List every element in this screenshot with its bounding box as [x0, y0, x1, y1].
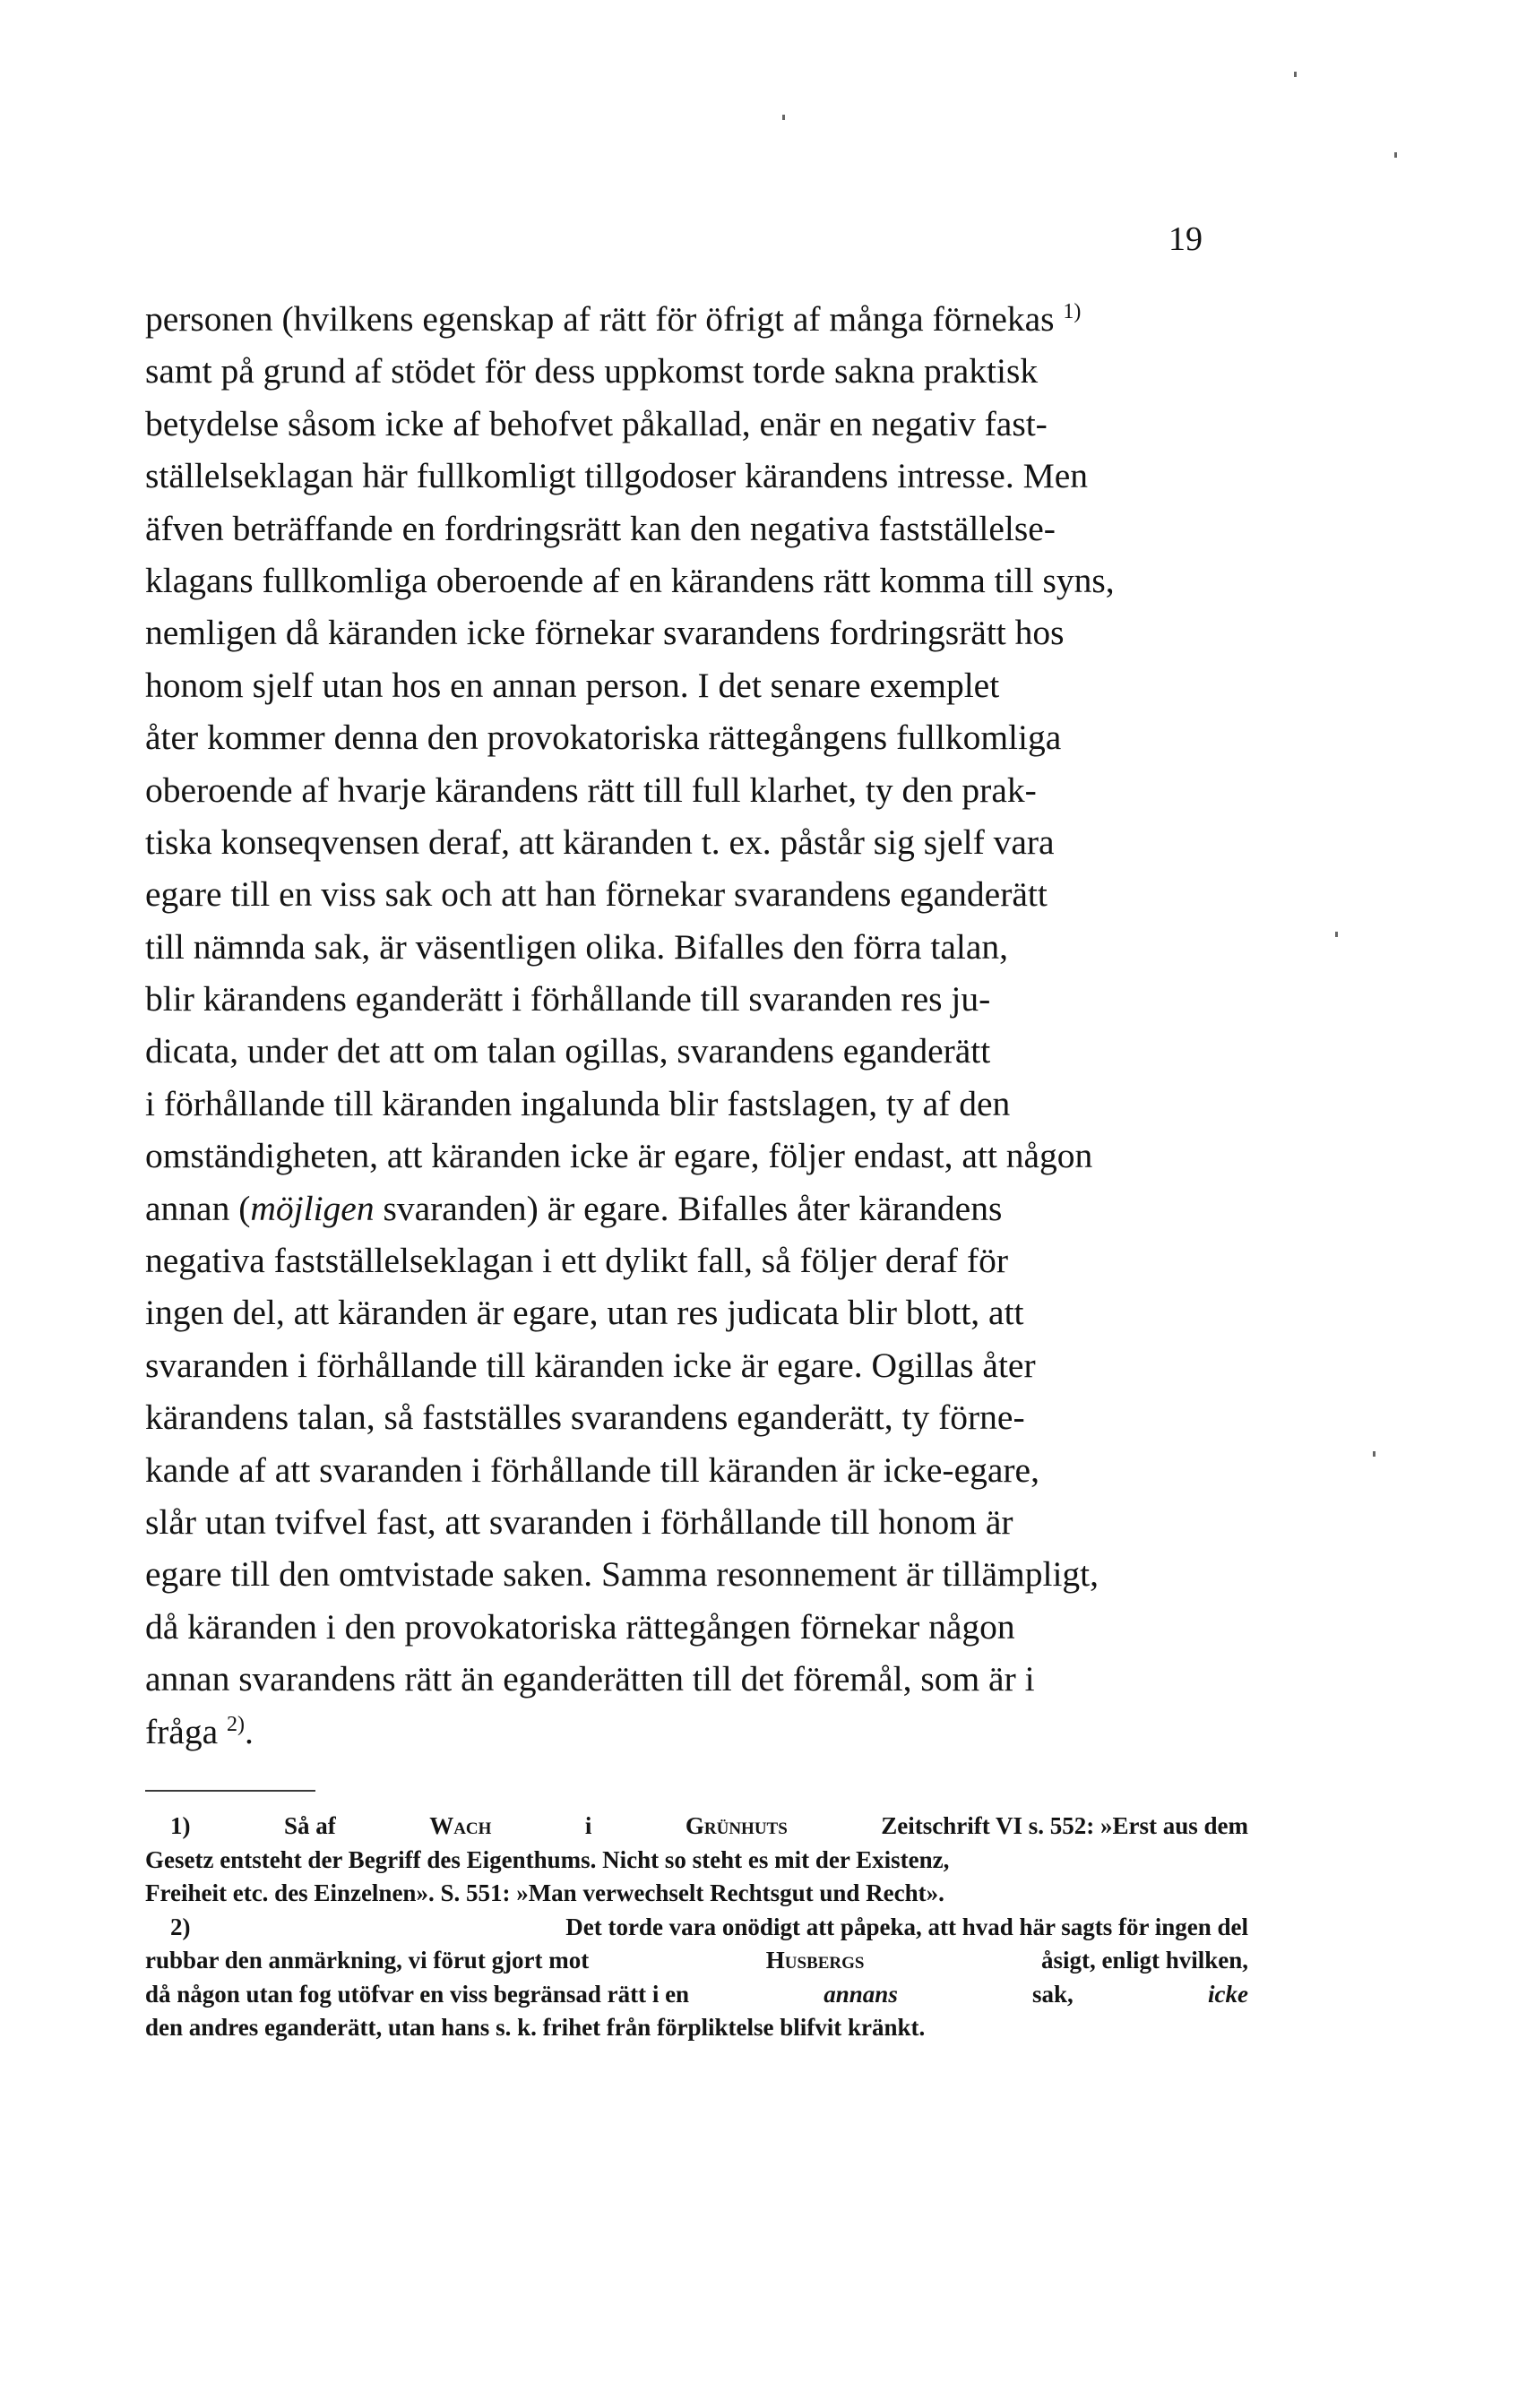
text-line [145, 1182, 1248, 1234]
text-line: till nämnda sak, är väsentligen olika. Bifalles den förra talan, [145, 926, 1009, 967]
text-line [145, 1706, 1248, 1758]
footnote-text: rubbar den anmärkning, vi förut gjort mot [145, 1947, 590, 1974]
text-line: honom sjelf utan hos en annan person. I det senare exemplet [145, 665, 1000, 705]
italic-word: icke [1207, 1980, 1248, 2008]
text-line: ställelseklagan här fullkomligt tillgodoser kärandens intresse. Men [145, 456, 1088, 496]
text-line: kande af att svaranden i förhållande till käranden är icke-egare, [145, 1449, 1039, 1490]
text-line: kärandens talan, så fastställes svarandens eganderätt, ty förne- [145, 1398, 1025, 1438]
text-line [145, 293, 1248, 345]
text-line: dicata, under det att om talan ogillas, svarandens eganderätt [145, 1031, 991, 1071]
footnotes [145, 1810, 1248, 2045]
text-line: blir kärandens eganderätt i förhållande till svaranden res ju- [145, 979, 991, 1019]
text-line: klagans fullkomliga oberoende af en kärandens rätt komma till syns, [145, 560, 1115, 600]
scan-speck [1373, 1451, 1375, 1457]
text-line: åter kommer denna den provokatoriska rättegångens fullkomliga [145, 718, 1062, 758]
footnote-1-line [145, 1810, 1248, 1844]
text-line-text: fråga [145, 1711, 219, 1751]
footnote-1-line: Gesetz entsteht der Begriff des Eigenthums. Nicht so steht es mit der Existenz, [145, 1845, 950, 1873]
scan-speck [1394, 152, 1397, 158]
text-line: negativa fastställelseklagan i ett dylikt fall, så följer deraf för [145, 1241, 1008, 1281]
footnote-2-marker: 2) [170, 1913, 191, 1940]
footnote-text: i [584, 1812, 592, 1839]
text-line: egare till den omtvistade saken. Samma resonnement är tillämpligt, [145, 1554, 1100, 1595]
footnote-author: Husbergs [765, 1947, 865, 1974]
text-line: svaranden i förhållande till käranden icke är egare. Ogillas åter [145, 1345, 1036, 1385]
footnote-text: sak, [1032, 1980, 1074, 2008]
footnote-2-line [145, 1911, 1248, 1945]
text-line: då käranden i den provokatoriska rättegången förnekar någon [145, 1606, 1015, 1647]
footnote-text: åsigt, enligt hvilken, [1040, 1947, 1248, 1974]
footnote-2-line [145, 1944, 1248, 1978]
text-line-content [145, 293, 1081, 345]
footnote-2-line [145, 1978, 1248, 2012]
scan-speck [782, 115, 785, 120]
footnote-text: Så af [283, 1812, 336, 1839]
footnote-journal: Grünhuts [685, 1812, 788, 1839]
footnote-text: Zeitschrift VI s. 552: »Erst aus dem [881, 1812, 1248, 1839]
text-line: betydelse såsom icke af behofvet påkallad, enär en negativ fast- [145, 403, 1048, 443]
text-line-content [145, 1182, 1002, 1234]
text-line: i förhållande till käranden ingalunda blir fastslagen, ty af den [145, 1083, 1011, 1123]
text-line: egare till en viss sak och att han förnekar svarandens eganderätt [145, 874, 1048, 915]
text-line: omständigheten, att käranden icke är egare, följer endast, att någon [145, 1136, 1093, 1176]
text-line-text: personen (hvilkens egenskap af rätt för öfrigt af många förnekas [145, 299, 1055, 339]
text-line-suffix: . [245, 1711, 254, 1751]
text-line: äfven beträffande en fordringsrätt kan den negativa fastställelse- [145, 508, 1056, 548]
footnote-ref: 1) [1063, 300, 1082, 323]
text-line: nemligen då käranden icke förnekar svarandens fordringsrätt hos [145, 613, 1065, 653]
text-line: slår utan tvifvel fast, att svaranden i förhållande till honom är [145, 1501, 1013, 1542]
text-line: oberoende af hvarje kärandens rätt till full klarhet, ty den prak- [145, 770, 1037, 810]
scan-speck [1294, 72, 1297, 77]
footnote-separator [145, 1790, 315, 1792]
body-text [145, 293, 1248, 1758]
text-line-prefix: annan ( [145, 1188, 251, 1228]
italic-word: annans [824, 1980, 898, 2008]
footnote-author: Wach [429, 1812, 492, 1839]
page-number: 19 [1168, 220, 1203, 258]
text-line-rest: svaranden) är egare. Bifalles åter kärandens [383, 1188, 1003, 1228]
footnote-2-line: den andres eganderätt, utan hans s. k. frihet från förpliktelse blifvit kränkt. [145, 2014, 926, 2041]
footnote-text: då någon utan fog utöfvar en viss begränsad rätt i en [145, 1980, 690, 2008]
text-line: samt på grund af stödet för dess uppkomst torde sakna praktisk [145, 351, 1039, 391]
scan-speck [1335, 932, 1338, 937]
text-line: annan svarandens rätt än eganderätten till det föremål, som är i [145, 1659, 1035, 1699]
italic-word: möjligen [250, 1188, 375, 1228]
text-line: ingen del, att käranden är egare, utan res judicata blir blott, att [145, 1293, 1024, 1333]
text-line: tiska konseqvensen deraf, att käranden t. ex. påstår sig sjelf vara [145, 821, 1055, 862]
footnote-1-line: Freiheit etc. des Einzelnen». S. 551: »Man verwechselt Rechtsgut und Recht». [145, 1879, 944, 1906]
footnote-ref: 2) [227, 1712, 245, 1736]
footnote-text: Det torde vara onödigt att påpeka, att hvad här sagts för ingen del [565, 1913, 1248, 1940]
footnote-1-marker: 1) [170, 1812, 191, 1839]
